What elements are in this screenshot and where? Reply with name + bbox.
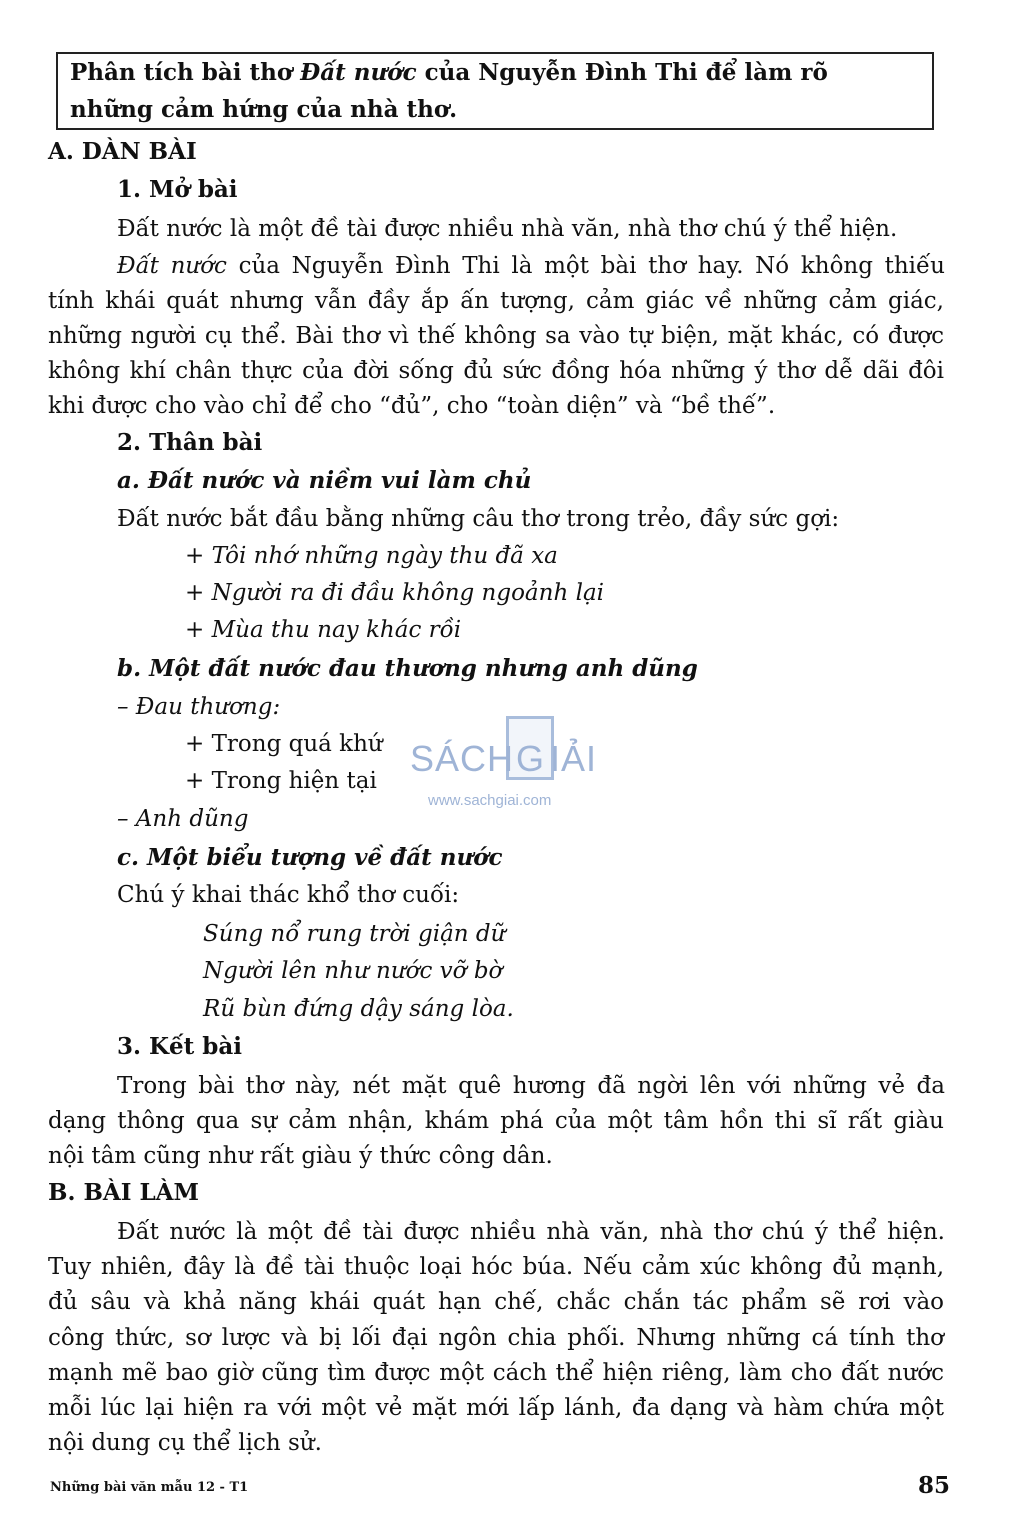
prompt-text-end: của Nguyễn Đình Thi để làm rõ <box>416 59 828 86</box>
mo-bai-p2-line-2: tính khái quát nhưng vẫn đầy ắp ấn tượng, cảm giác về những cảm giác, <box>48 288 944 314</box>
bai-lam-line: nội dung cụ thể lịch sử. <box>48 1430 322 1456</box>
subsection-b-heading: b. Một đất nước đau thương nhưng anh dũng <box>117 655 698 682</box>
bai-lam-line: Đất nước là một đề tài được nhiều nhà văn, nhà thơ chú ý thể hiện. <box>117 1219 945 1245</box>
prompt-poem-title: Đất nước <box>300 59 417 86</box>
watermark-text-left: SÁCH <box>410 738 515 779</box>
ket-bai-line: nội tâm cũng như rất giàu ý thức công dân. <box>48 1143 553 1169</box>
bai-lam-line: mạnh mẽ bao giờ cũng tìm được một cách thể hiện riêng, làm cho đất nước <box>48 1360 944 1386</box>
mo-bai-p2-line-3: những người cụ thể. Bài thơ vì thế không sa vào tự biện, mặt khác, có được <box>48 323 944 349</box>
watermark-text-g: G <box>516 738 546 779</box>
verse-line: + Mùa thu nay khác rồi <box>185 617 462 643</box>
subsection-a-heading: a. Đất nước và niềm vui làm chủ <box>117 467 532 494</box>
verse-line: Súng nổ rung trời giận dữ <box>203 921 506 947</box>
bai-lam-line: Tuy nhiên, đây là đề tài thuộc loại hóc búa. Nếu cảm xúc không đủ mạnh, <box>48 1254 944 1280</box>
mo-bai-heading: 1. Mở bài <box>117 176 238 203</box>
mo-bai-p2-text: của Nguyễn Đình Thi là một bài thơ hay. Nó không thiếu <box>226 253 945 279</box>
subsection-c-intro: Chú ý khai thác khổ thơ cuối: <box>117 882 460 908</box>
mo-bai-p2-line-5: khi được cho vào chỉ để cho “đủ”, cho “toàn diện” và “bề thế”. <box>48 393 776 419</box>
verse-line: + Người ra đi đầu không ngoảnh lại <box>185 580 605 606</box>
mo-bai-p2-line-4: không khí chân thực của đời sống đủ sức đồng hóa những ý thơ dễ dãi đôi <box>48 358 944 384</box>
subsection-c-heading: c. Một biểu tượng về đất nước <box>117 844 503 871</box>
verse-line: Người lên như nước vỡ bờ <box>203 958 503 984</box>
anh-dung-label: – Anh dũng <box>117 806 249 832</box>
bai-lam-line: đủ sâu và khả năng khái quát hạn chế, chắc chắn tác phẩm sẽ rơi vào <box>48 1289 944 1315</box>
watermark-url: www.sachgiai.com <box>428 792 552 809</box>
section-a-heading: A. DÀN BÀI <box>48 138 197 165</box>
section-b-heading: B. BÀI LÀM <box>48 1179 199 1206</box>
footer-book-title: Những bài văn mẫu 12 - T1 <box>50 1480 249 1495</box>
subsection-a-intro: Đất nước bắt đầu bằng những câu thơ trong trẻo, đầy sức gợi: <box>117 506 840 532</box>
poem-title: Đất nước <box>117 253 227 279</box>
dau-thuong-label: – Đau thương: <box>117 694 281 720</box>
list-item: + Trong quá khứ <box>185 731 383 757</box>
list-item: + Trong hiện tại <box>185 768 377 794</box>
than-bai-heading: 2. Thân bài <box>117 429 263 456</box>
ket-bai-line: Trong bài thơ này, nét mặt quê hương đã ngời lên với những vẻ đa <box>117 1073 945 1099</box>
bai-lam-line: công thức, sơ lược và bị lối đại ngôn chia phối. Nhưng những cá tính thơ <box>48 1325 944 1351</box>
prompt-text: Phân tích bài thơ <box>70 59 301 86</box>
mo-bai-p2-line-1 <box>117 251 945 281</box>
watermark-logo <box>410 716 620 816</box>
watermark-text-right: IẢI <box>550 738 598 779</box>
ket-bai-heading: 3. Kết bài <box>117 1033 242 1060</box>
ket-bai-line: dạng thông qua sự cảm nhận, khám phá của một tâm hồn thi sĩ rất giàu <box>48 1108 944 1134</box>
page-number: 85 <box>918 1472 951 1499</box>
verse-line: Rũ bùn đứng dậy sáng lòa. <box>203 996 514 1022</box>
prompt-line-2: những cảm hứng của nhà thơ. <box>70 96 458 123</box>
prompt-line-1 <box>70 58 828 88</box>
verse-line: + Tôi nhớ những ngày thu đã xa <box>185 543 558 569</box>
mo-bai-p1: Đất nước là một đề tài được nhiều nhà văn, nhà thơ chú ý thể hiện. <box>117 216 898 242</box>
bai-lam-line: mỗi lúc lại hiện ra với một vẻ mặt mới lấp lánh, đa dạng và hàm chứa một <box>48 1395 944 1421</box>
